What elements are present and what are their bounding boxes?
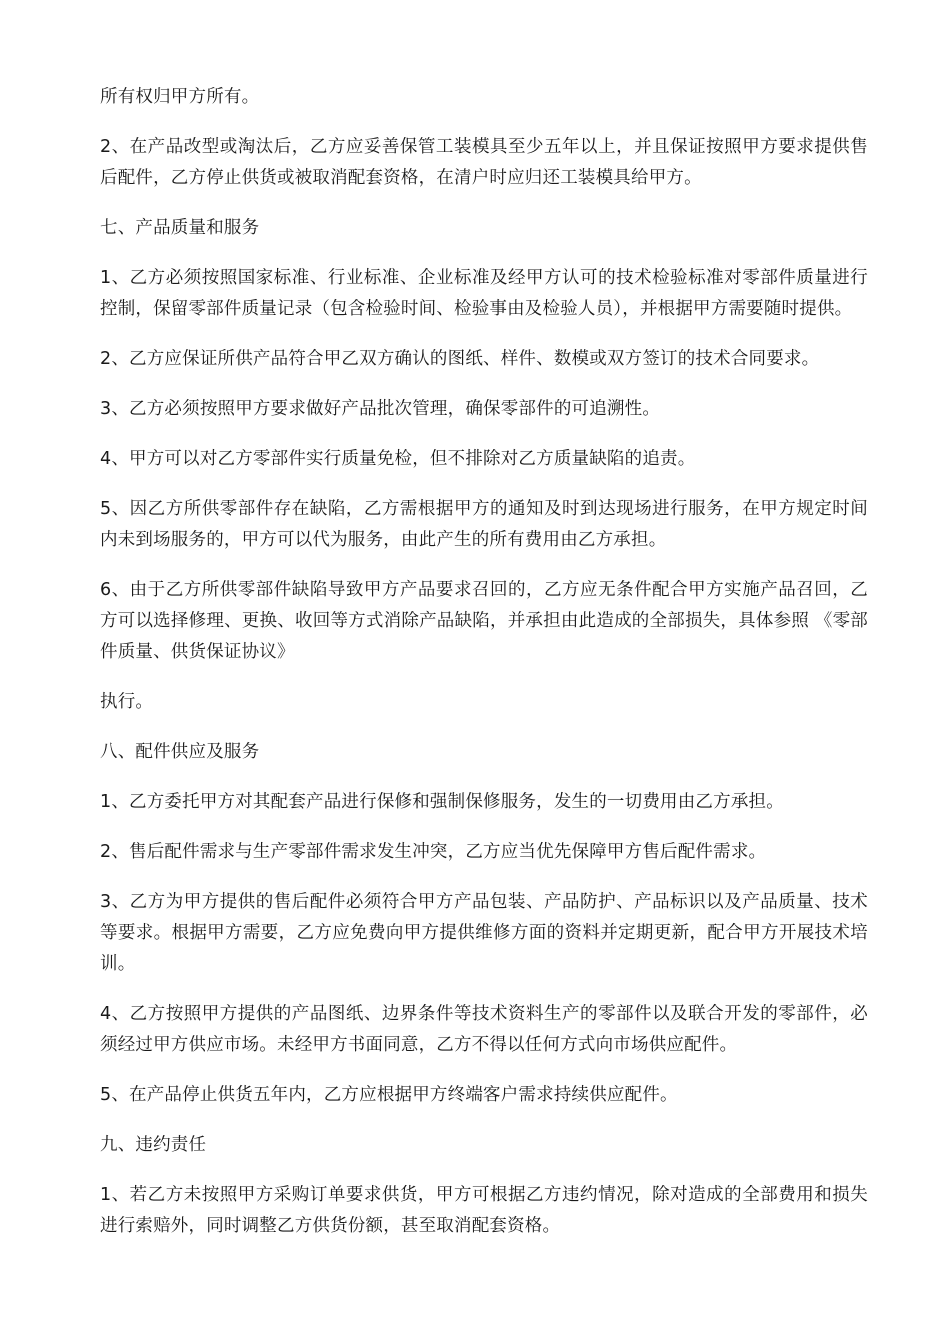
paragraph-defect-service: 5、因乙方所供零部件存在缺陷，乙方需根据甲方的通知及时到达现场进行服务，在甲方规定时间内未到场服务的，甲方可以代为服务，由此产生的所有费用由乙方承担。	[100, 499, 868, 550]
paragraph-inspection-exemption: 4、甲方可以对乙方零部件实行质量免检，但不排除对乙方质量缺陷的追责。	[100, 449, 696, 469]
paragraph-tooling-retention: 2、在产品改型或淘汰后，乙方应妥善保管工装模具至少五年以上，并且保证按照甲方要求提供售后配件，乙方停止供货或被取消配套资格，在清户时应归还工装模具给甲方。	[100, 137, 868, 188]
paragraph-continued-supply: 5、在产品停止供货五年内，乙方应根据甲方终端客户需求持续供应配件。	[100, 1085, 678, 1105]
paragraph-aftersales-requirements: 3、乙方为甲方提供的售后配件必须符合甲方产品包装、产品防护、产品标识以及产品质量、技术等要求。根据甲方需要，乙方应免费向甲方提供维修方面的资料并定期更新，配合甲方开展技术培训。	[100, 892, 868, 974]
paragraph-recall-execution: 执行。	[100, 692, 154, 712]
paragraph-recall: 6、由于乙方所供零部件缺陷导致甲方产品要求召回的，乙方应无条件配合甲方实施产品召回，乙方可以选择修理、更换、收回等方式消除产品缺陷，并承担由此造成的全部损失，具体参照 《零部件质量、供货保证协议》	[100, 580, 868, 662]
section-heading-parts-supply: 八、配件供应及服务	[100, 742, 260, 762]
paragraph-batch-management: 3、乙方必须按照甲方要求做好产品批次管理，确保零部件的可追溯性。	[100, 399, 661, 419]
paragraph-ownership-tail: 所有权归甲方所有。	[100, 87, 260, 107]
document-body	[100, 82, 868, 1261]
section-heading-liability: 九、违约责任	[100, 1135, 207, 1155]
paragraph-warranty-service: 1、乙方委托甲方对其配套产品进行保修和强制保修服务，发生的一切费用由乙方承担。	[100, 792, 784, 812]
paragraph-quality-control: 1、乙方必须按照国家标准、行业标准、企业标准及经甲方认可的技术检验标准对零部件质量进行控制，保留零部件质量记录（包含检验时间、检验事由及检验人员），并根据甲方需要随时提供。	[100, 268, 868, 319]
paragraph-conformity: 2、乙方应保证所供产品符合甲乙双方确认的图纸、样件、数模或双方签订的技术合同要求。	[100, 349, 820, 369]
paragraph-demand-priority: 2、售后配件需求与生产零部件需求发生冲突，乙方应当优先保障甲方售后配件需求。	[100, 842, 767, 862]
paragraph-breach-supply: 1、若乙方未按照甲方采购订单要求供货，甲方可根据乙方违约情况，除对造成的全部费用和损失进行索赔外，同时调整乙方供货份额，甚至取消配套资格。	[100, 1185, 868, 1236]
paragraph-market-supply: 4、乙方按照甲方提供的产品图纸、边界条件等技术资料生产的零部件以及联合开发的零部件，必须经过甲方供应市场。未经甲方书面同意，乙方不得以任何方式向市场供应配件。	[100, 1004, 868, 1055]
section-heading-quality-service: 七、产品质量和服务	[100, 218, 260, 238]
